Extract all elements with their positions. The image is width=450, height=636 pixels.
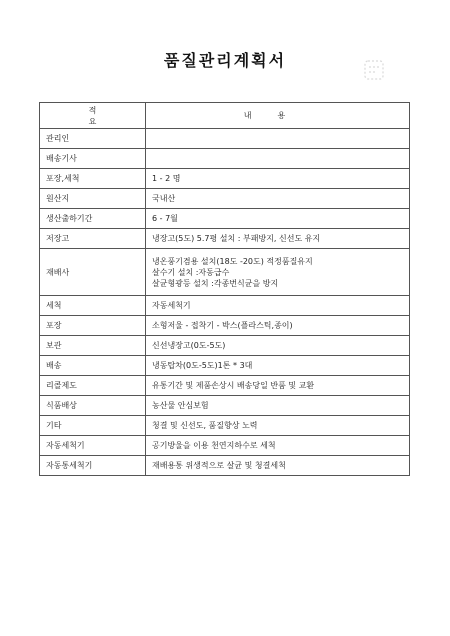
quality-plan-table (39, 102, 410, 476)
row-value-line: 냉온풍기겸용 설치(18도 -20도) 적정품질유지 (152, 256, 313, 266)
header-key: 적요 (40, 103, 146, 129)
row-label: 포장 (40, 316, 146, 336)
row-label: 배송기사 (40, 149, 146, 169)
stamp-mark (362, 58, 386, 82)
row-value-line: 신선냉장고(0도-5도) (152, 341, 226, 350)
row-value (146, 229, 410, 249)
row-value (146, 416, 410, 436)
row-value (146, 189, 410, 209)
row-label: 자동통세척기 (40, 456, 146, 476)
document-title: 품질관리계획서 (163, 51, 287, 70)
row-value-line: 자동세척기 (152, 301, 191, 310)
row-value (146, 356, 410, 376)
table-row (40, 149, 410, 169)
row-value-line: 청결 및 신선도, 품질향상 노력 (152, 421, 258, 430)
row-label: 자동세척기 (40, 436, 146, 456)
row-value (146, 316, 410, 336)
row-label: 재배사 (40, 249, 146, 296)
row-value-line: 농산물 안심보험 (152, 401, 209, 410)
row-value (146, 376, 410, 396)
table-row (40, 316, 410, 336)
table-row (40, 129, 410, 149)
row-value (146, 149, 410, 169)
row-label: 포장,세척 (40, 169, 146, 189)
table-row (40, 229, 410, 249)
row-label: 생산출하기간 (40, 209, 146, 229)
row-label: 관리인 (40, 129, 146, 149)
table-row (40, 169, 410, 189)
row-label: 배송 (40, 356, 146, 376)
row-label: 식품배상 (40, 396, 146, 416)
row-value-line: 재배용통 위생적으로 살균 및 청결세척 (152, 461, 286, 470)
row-label: 저장고 (40, 229, 146, 249)
table-header-row (40, 103, 410, 129)
row-value (146, 169, 410, 189)
row-value (146, 396, 410, 416)
row-value-line: 소형저울 - 접착기 - 박스(플라스틱,종이) (152, 321, 293, 330)
row-value (146, 456, 410, 476)
table-row (40, 376, 410, 396)
header-value: 내용 (146, 103, 410, 129)
row-value-line: 국내산 (152, 194, 176, 203)
row-value-line: 6 - 7월 (152, 214, 178, 223)
row-value-line: 살수기 설치 :자동급수 (152, 267, 230, 277)
table-row (40, 396, 410, 416)
table-row (40, 456, 410, 476)
row-label: 보관 (40, 336, 146, 356)
row-label: 리콜제도 (40, 376, 146, 396)
table-row (40, 356, 410, 376)
table-row (40, 416, 410, 436)
table-row (40, 209, 410, 229)
row-value-line: 유통기간 및 제품손상시 배송당일 반품 및 교환 (152, 381, 315, 390)
row-label: 원산지 (40, 189, 146, 209)
row-value (146, 209, 410, 229)
row-value (146, 249, 410, 296)
table-row (40, 249, 410, 296)
table-row (40, 436, 410, 456)
row-value (146, 296, 410, 316)
row-value-line: 1 - 2 명 (152, 174, 181, 183)
row-value-line: 공기방울을 이용 천연지하수로 세척 (152, 441, 276, 450)
row-value (146, 436, 410, 456)
row-label: 기타 (40, 416, 146, 436)
row-value (146, 336, 410, 356)
row-label: 세척 (40, 296, 146, 316)
row-value-line: 냉장고(5도) 5.7평 설치 : 부패방지, 신선도 유지 (152, 234, 321, 243)
row-value-line: 냉동탑차(0도-5도)1톤 * 3대 (152, 361, 253, 370)
table-row (40, 296, 410, 316)
table-row (40, 189, 410, 209)
row-value (146, 129, 410, 149)
row-value-line: 살균형광등 설치 :각종번식균을 방지 (152, 278, 279, 288)
table-row (40, 336, 410, 356)
